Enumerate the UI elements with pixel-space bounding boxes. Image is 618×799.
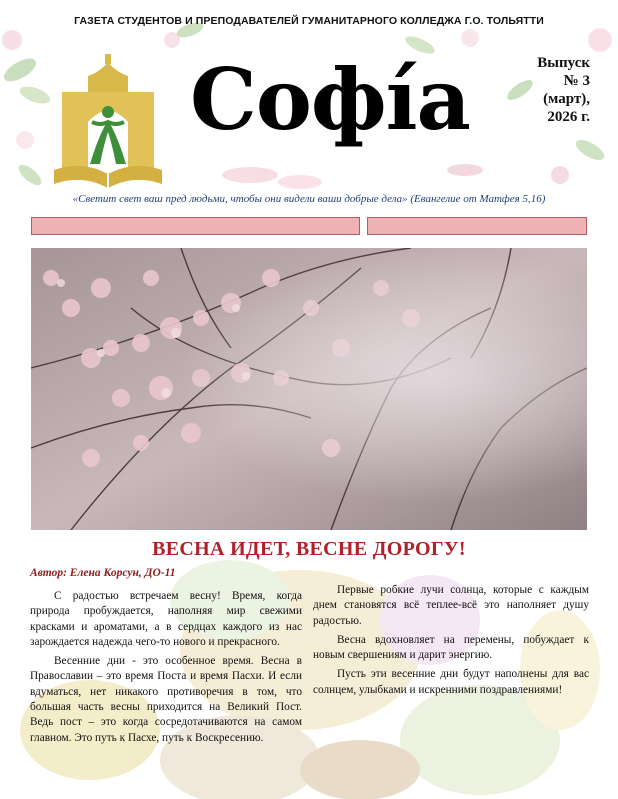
article-paragraph: Весенние дни - это особенное время. Весна в Православии – это время Поста и время Пасхи. И если вдуматься, нет никакого противоречия в том, что большая часть весны приходится на Великий Пост. Ведь пост – это когда сосредотачиваются на самом главном. Это путь к Пасхе, путь к Воскресению. [30, 655, 302, 744]
newspaper-title: Софíа [190, 50, 470, 149]
issue-info [500, 54, 590, 126]
issue-number: № 3 [563, 73, 590, 89]
article-column-left [30, 589, 302, 750]
motto-quote: «Светит свет ваш пред людьми, чтобы они видели ваши добрые дела» (Евангелие от Матфея 5,16) [72, 193, 546, 205]
decorative-bar-left [31, 217, 360, 235]
article-paragraph: Пусть эти весенние дни будут наполнены для вас солнцем, улыбками и искренними поздравлениями! [313, 668, 589, 696]
article-author: Автор: Елена Корсун, ДО-11 [30, 567, 176, 579]
article-column-right [313, 583, 589, 702]
cherry-blossom-photo [31, 248, 587, 530]
issue-month: (март), [543, 91, 590, 107]
article-paragraph: Первые робкие лучи солнца, которые с каждым днем становятся всё теплее-всё это наполняет душу радостью. [313, 584, 589, 627]
issue-label: Выпуск [537, 55, 590, 71]
article-paragraph: Весна вдохновляет на перемены, побуждает к новым свершениям и дарит энергию. [313, 633, 589, 662]
issue-year: 2026 г. [547, 109, 590, 125]
article-paragraph: С радостью встречаем весну! Время, когда природа пробуждается, наполняя мир свежими красками и ароматами, а в сердцах каждого из нас зарождается надежда чего-то нового и прекрасного. [30, 590, 302, 648]
article-headline: ВЕСНА ИДЕТ, ВЕСНЕ ДОРОГУ! [152, 538, 466, 560]
decorative-bar-right [367, 217, 587, 235]
masthead-subtitle: ГАЗЕТА СТУДЕНТОВ И ПРЕПОДАВАТЕЛЕЙ ГУМАНИТАРНОГО КОЛЛЕДЖА Г.О. ТОЛЬЯТТИ [74, 15, 544, 27]
college-logo-icon [48, 52, 168, 192]
